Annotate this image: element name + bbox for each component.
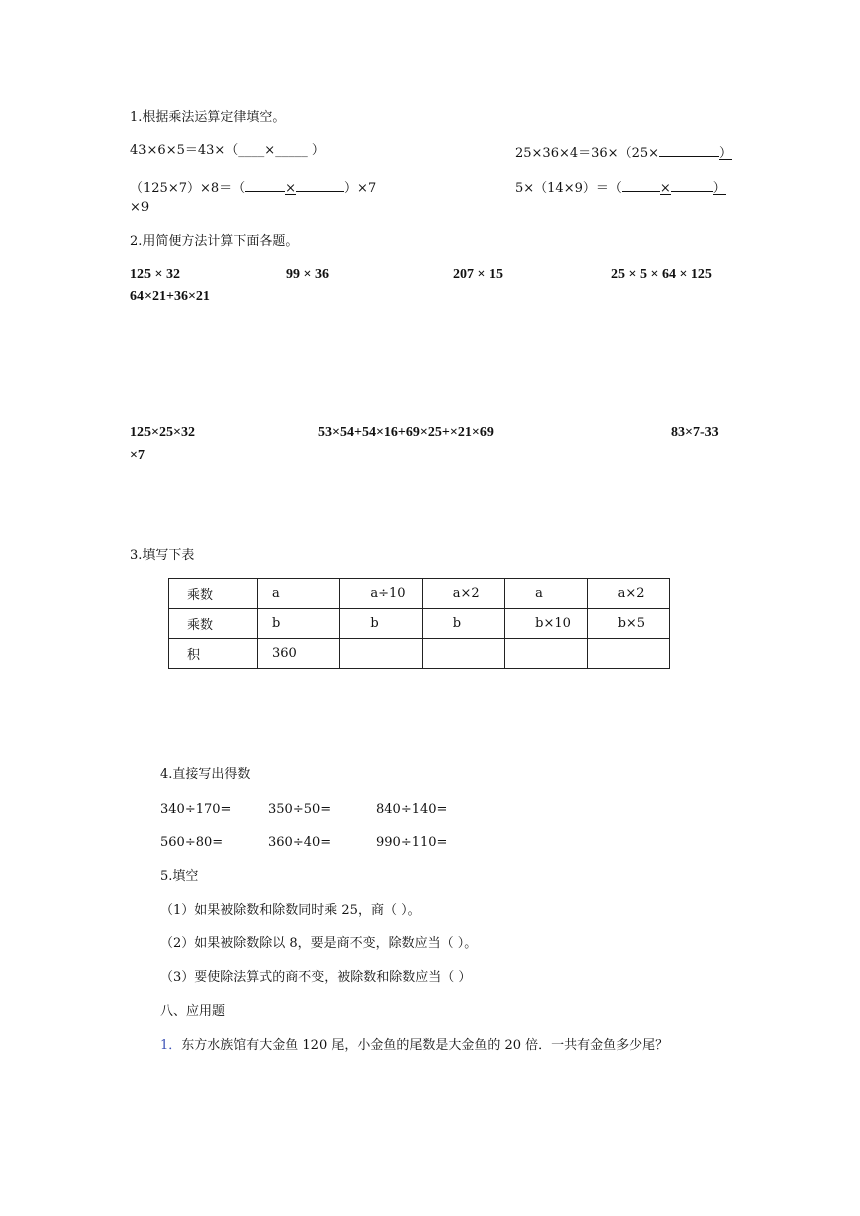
calc-4: 25 × 5 × 64 × 125	[611, 267, 712, 282]
calc-7: 53×54+54×16+69×25+×21×69	[318, 425, 494, 440]
fill-item-3: （3）要使除法算式的商不变，被除数和除数应当（ ）	[160, 970, 472, 985]
table-answer-cell[interactable]	[340, 639, 422, 669]
q3-expression	[130, 177, 376, 198]
table-cell: 乘数	[169, 579, 258, 609]
q1-expression: 43×6×5＝43×（____×_____ ）	[130, 143, 325, 158]
question-text: 东方水族馆有大金鱼 120 尾，小金鱼的尾数是大金鱼的 20 倍．一共有金鱼多少尾？	[181, 1038, 669, 1053]
q4-right: ）	[712, 181, 726, 196]
section5-title: 5.填空	[160, 869, 199, 884]
calc-2: 99 × 36	[286, 267, 329, 282]
table-cell: b	[340, 609, 422, 639]
q2-blank[interactable]	[659, 142, 719, 157]
fill-item-1: （1）如果被除数和除数同时乘 25，商（ ）。	[160, 903, 421, 918]
q3-times: ×	[285, 181, 297, 196]
calc-5: 64×21+36×21	[130, 289, 210, 304]
fill-table	[168, 578, 670, 669]
question-number: 1．	[160, 1038, 182, 1053]
section4-title: 4.直接写出得数	[160, 767, 251, 782]
q4-expression	[515, 177, 726, 198]
table-cell: a÷10	[340, 579, 422, 609]
section1-title: 1.根据乘法运算定律填空。	[130, 110, 286, 125]
mental-1: 340÷170=	[160, 802, 232, 817]
table-answer-cell[interactable]	[422, 639, 504, 669]
q2-right: ）	[719, 146, 733, 161]
fill-item-2: （2）如果被除数除以 8，要是商不变，除数应当（ ）。	[160, 936, 478, 951]
table-cell: a	[258, 579, 340, 609]
calc-6: 125×25×32	[130, 425, 195, 440]
table-cell: 积	[169, 639, 258, 669]
calc-1: 125 × 32	[130, 267, 180, 282]
table-cell: b	[258, 609, 340, 639]
q3-left: （125×7）×8＝（	[130, 181, 246, 196]
table-row	[169, 639, 670, 669]
table-row	[169, 579, 670, 609]
table-cell: 乘数	[169, 609, 258, 639]
table-cell: b×5	[587, 609, 669, 639]
table-cell: b	[422, 609, 504, 639]
q2-left: 25×36×4＝36×（25×	[515, 146, 660, 161]
q3-wrap: ×9	[130, 200, 150, 215]
q4-blank-1[interactable]	[622, 177, 660, 192]
q3-right: ）×7	[344, 181, 377, 196]
table-row	[169, 609, 670, 639]
mental-4: 560÷80=	[160, 835, 224, 850]
section2-title: 2.用简便方法计算下面各题。	[130, 234, 299, 249]
word-problem-1	[160, 1037, 668, 1055]
mental-5: 360÷40=	[268, 835, 332, 850]
table-cell: a	[505, 579, 587, 609]
calc-8: 83×7-33	[671, 425, 719, 440]
calc-8-wrap: ×7	[130, 448, 145, 463]
section3-title: 3.填写下表	[130, 548, 195, 563]
q4-blank-2[interactable]	[671, 177, 713, 192]
table-cell: a×2	[587, 579, 669, 609]
mental-2: 350÷50=	[268, 802, 332, 817]
mental-3: 840÷140=	[376, 802, 448, 817]
q2-expression	[515, 142, 732, 163]
table-cell: b×10	[505, 609, 587, 639]
mental-6: 990÷110=	[376, 835, 448, 850]
q4-left: 5×（14×9）＝（	[515, 181, 622, 196]
q3-blank-1[interactable]	[245, 177, 285, 192]
table-cell: 360	[258, 639, 340, 669]
table-answer-cell[interactable]	[505, 639, 587, 669]
section8-title: 八、应用题	[160, 1004, 226, 1019]
q4-times: ×	[659, 181, 671, 196]
table-answer-cell[interactable]	[587, 639, 669, 669]
q3-blank-2[interactable]	[296, 177, 344, 192]
calc-3: 207 × 15	[453, 267, 503, 282]
table-cell: a×2	[422, 579, 504, 609]
